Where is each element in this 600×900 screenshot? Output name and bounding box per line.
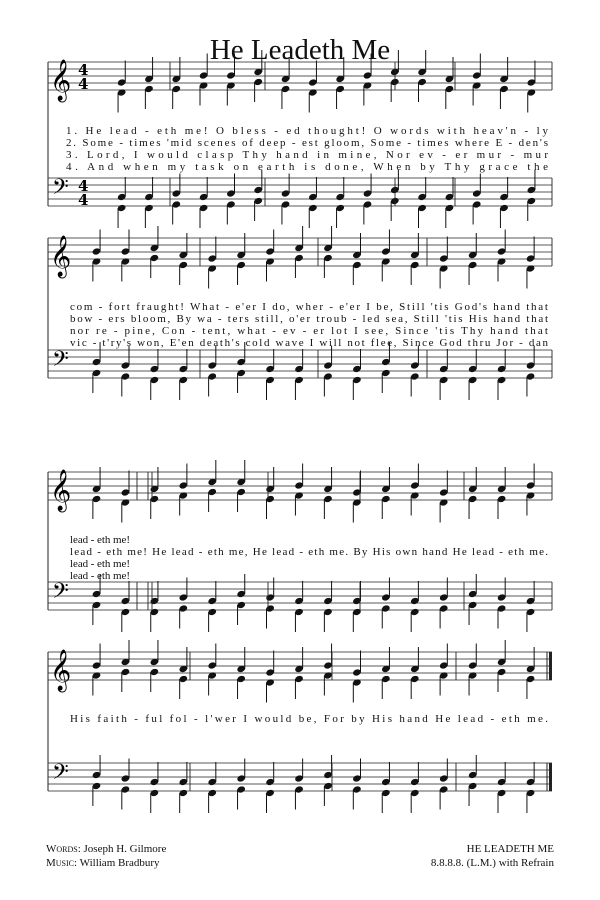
tune-name: HE LEADETH ME [466,843,554,855]
credits-right [431,842,554,870]
words-credit [46,842,166,856]
time-sig-bottom: 4 [78,191,89,209]
lyric-line: 3. Lord, I would clasp Thy hand in mine, Nor ev - er mur - mur [66,149,548,161]
time-sig-bottom: 4 [78,75,89,93]
meter: 8.8.8.8. (L.M.) with Refrain [430,857,554,869]
lyric-line: 1. He lead - eth me! O bless - ed thought! O words with heav'n - ly [66,125,549,137]
lyric-line: 4. And when my task on earth is done, When by Thy grace the [66,161,548,173]
credits-left [46,842,166,870]
treble-clef-icon: 𝄞 [50,650,72,691]
words-author: Joseph H. Gilmore [83,843,167,855]
music-label: Music: [46,857,78,869]
bass-clef-icon: 𝄢 [52,347,69,377]
bass-clef-icon: 𝄢 [52,175,69,205]
treble-clef-icon: 𝄞 [50,470,72,511]
lyric-line: lead - eth me! [70,534,130,546]
lyric-line: His faith - ful fol - l'wer I would be, For by His hand He lead - eth me. [70,713,548,725]
bass-clef-icon: 𝄢 [52,760,69,790]
time-sig-top: 4 [78,61,89,79]
hymn-title: He Leadeth Me [209,34,391,66]
lyric-line: 2. Some - times 'mid scenes of deep - est gloom, Some - times where E - den's [66,137,548,149]
lyric-line: vic - t'ry's won, E'en death's cold wave I will not flee, Since God thru Jor - dan [70,337,549,349]
treble-clef-icon: 𝄞 [50,236,72,277]
time-sig-top: 4 [78,177,89,195]
bass-clef-icon: 𝄢 [52,579,69,609]
lyric-line: lead - eth me! [70,570,130,582]
lyric-line: lead - eth me! [70,558,130,570]
music-author: William Bradbury [79,857,160,869]
lyric-line: lead - eth me! He lead - eth me, He lead - eth me. By His own hand He lead - eth me. [70,546,548,558]
treble-clef-icon: 𝄞 [50,60,72,101]
lyric-line: bow - ers bloom, By wa - ters still, o'er troub - led sea, Still 'tis His hand that [70,313,549,325]
lyric-line: com - fort fraught! What - e'er I do, wher - e'er I be, Still 'tis God's hand that [70,301,548,313]
music-credit [46,856,166,870]
lyric-line: nor re - pine, Con - tent, what - ev - er lot I see, Since 'tis Thy hand that [70,325,548,337]
words-label: Words: [46,843,81,855]
